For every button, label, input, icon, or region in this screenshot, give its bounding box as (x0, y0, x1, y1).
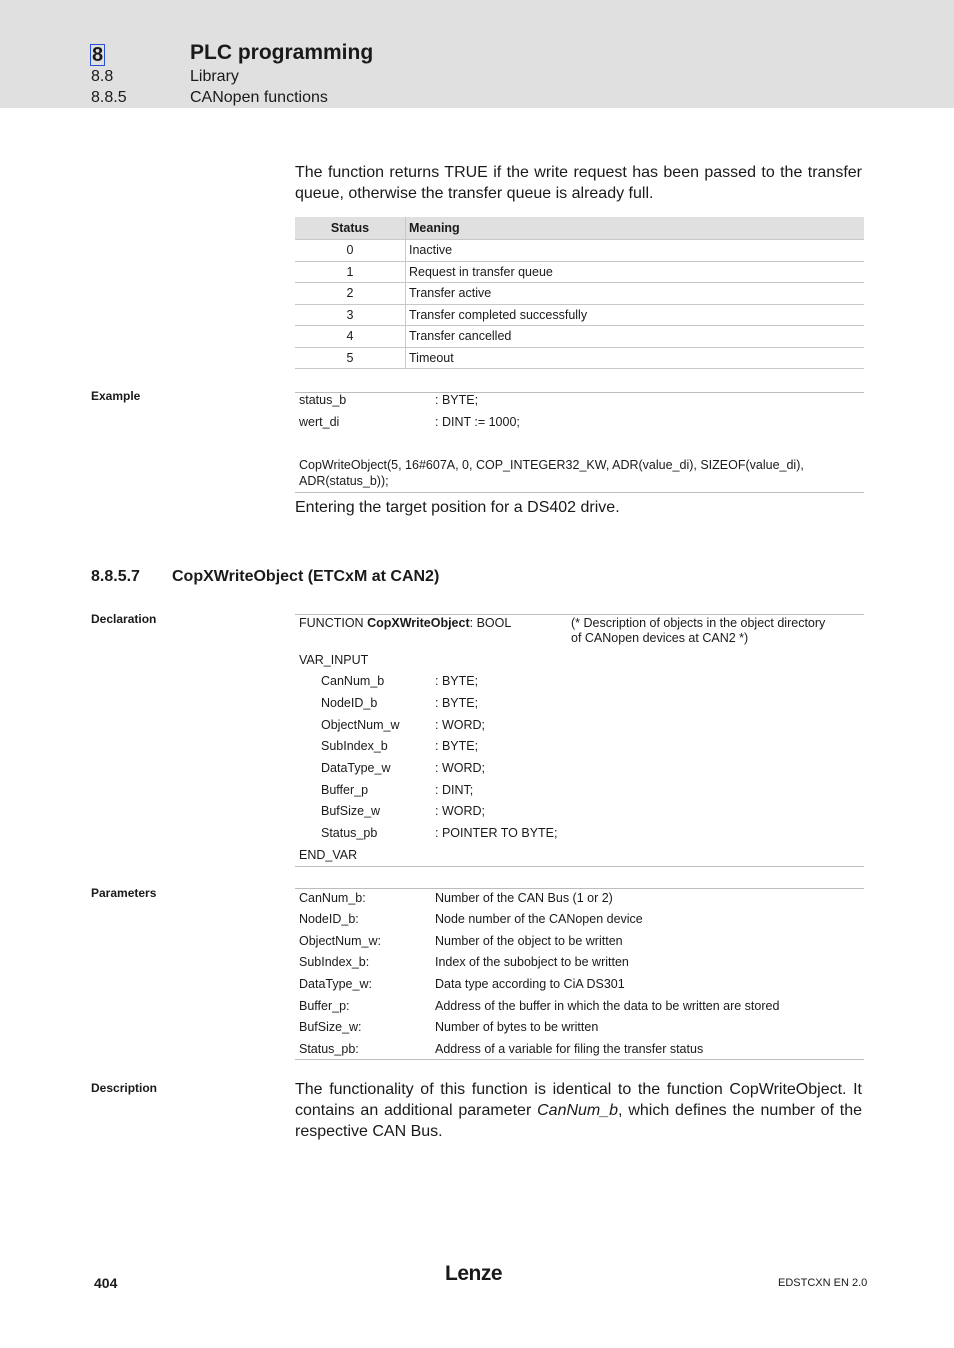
code-var-type: : DINT := 1000; (435, 415, 520, 429)
meaning-cell: Transfer completed successfully (406, 304, 865, 326)
status-table (295, 217, 864, 369)
code-call-line: CopWriteObject(5, 16#607A, 0, COP_INTEGER32_KW, ADR(value_di), SIZEOF(value_di), (299, 458, 804, 472)
table-header-row (295, 217, 864, 240)
input-var-name: ObjectNum_w (321, 718, 400, 732)
meaning-cell: Request in transfer queue (406, 261, 865, 283)
param-description: Node number of the CANopen device (435, 912, 643, 926)
input-var-type: : POINTER TO BYTE; (435, 826, 558, 840)
status-cell: 0 (295, 240, 406, 262)
function-signature (299, 616, 511, 630)
parameters-box (295, 888, 864, 1060)
input-var-type: : BYTE; (435, 739, 479, 753)
section-title: Library (190, 68, 239, 85)
table-row (295, 283, 864, 305)
example-caption: Entering the target position for a DS402 drive. (295, 499, 620, 516)
meaning-cell: Transfer cancelled (406, 326, 865, 348)
param-name: DataType_w: (299, 977, 372, 991)
description-text: , which defines the number of the respective CAN Bus. (295, 1102, 863, 1140)
code-var-type: : BYTE; (435, 393, 479, 407)
description-paragraph (295, 1079, 862, 1142)
section-heading-number: 8.8.5.7 (91, 568, 140, 585)
description-label: Description (91, 1081, 158, 1095)
document-id: EDSTCXN EN 2.0 (778, 1277, 868, 1289)
brand-logo: Lenze (445, 1262, 503, 1285)
input-var-type: : WORD; (435, 761, 485, 775)
column-header-meaning: Meaning (406, 217, 865, 240)
param-name: ObjectNum_w: (299, 934, 381, 948)
var-input-keyword: VAR_INPUT (299, 653, 369, 667)
section-heading-title: CopXWriteObject (ETCxM at CAN2) (172, 568, 440, 585)
table-row (295, 347, 864, 369)
param-description: Number of bytes to be written (435, 1020, 599, 1034)
input-var-type: : DINT; (435, 783, 474, 797)
subsection-title: CANopen functions (190, 89, 328, 106)
meaning-cell: Timeout (406, 347, 865, 369)
table-row (295, 261, 864, 283)
meaning-cell: Inactive (406, 240, 865, 262)
param-description: Number of the CAN Bus (1 or 2) (435, 891, 613, 905)
param-description: Address of a variable for filing the transfer status (435, 1042, 704, 1056)
meaning-cell: Transfer active (406, 283, 865, 305)
input-var-name: NodeID_b (321, 696, 378, 710)
param-name: SubIndex_b: (299, 955, 370, 969)
description-parameter-name: CanNum_b (537, 1102, 619, 1119)
declaration-code-box (295, 614, 864, 867)
intro-paragraph: The function returns TRUE if the write request has been passed to the transfer queue, otherwise the transfer queue is already full. (295, 164, 862, 202)
input-var-name: Status_pb (321, 826, 378, 840)
column-header-status: Status (295, 217, 406, 240)
param-name: Buffer_p: (299, 999, 350, 1013)
input-var-name: SubIndex_b (321, 739, 388, 753)
status-cell: 5 (295, 347, 406, 369)
function-keyword: FUNCTION (299, 616, 368, 630)
status-cell: 2 (295, 283, 406, 305)
param-name: NodeID_b: (299, 912, 359, 926)
function-return-type: : BOOL (469, 616, 512, 630)
status-cell: 1 (295, 261, 406, 283)
example-code-box (295, 392, 864, 493)
code-call-line: ADR(status_b)); (299, 474, 389, 488)
page-number: 404 (94, 1275, 118, 1291)
input-var-name: Buffer_p (321, 783, 369, 797)
input-var-name: BufSize_w (321, 804, 381, 818)
code-var-name: status_b (299, 393, 347, 407)
page-header (0, 0, 954, 108)
input-var-type: : BYTE; (435, 674, 479, 688)
section-number: 8.8 (91, 68, 114, 85)
status-cell: 3 (295, 304, 406, 326)
declaration-comment: of CANopen devices at CAN2 *) (571, 631, 749, 645)
description-text: The functionality of this function is identical to the function CopWriteObject. It contains an additional parameter (295, 1081, 862, 1119)
table-row (295, 304, 864, 326)
table-row (295, 240, 864, 262)
input-var-type: : BYTE; (435, 696, 479, 710)
input-var-type: : WORD; (435, 718, 485, 732)
param-name: Status_pb: (299, 1042, 359, 1056)
input-var-name: DataType_w (321, 761, 391, 775)
chapter-title: PLC programming (190, 41, 374, 64)
param-description: Address of the buffer in which the data to be written are stored (435, 999, 780, 1013)
code-var-name: wert_di (299, 415, 340, 429)
section-heading (91, 568, 440, 586)
subsection-number: 8.8.5 (91, 89, 127, 106)
input-var-type: : WORD; (435, 804, 485, 818)
function-name: CopXWriteObject (367, 616, 470, 630)
param-description: Index of the subobject to be written (435, 955, 629, 969)
chapter-number-link[interactable]: 8 (92, 44, 104, 66)
param-name: BufSize_w: (299, 1020, 362, 1034)
param-description: Number of the object to be written (435, 934, 623, 948)
end-var-keyword: END_VAR (299, 848, 358, 862)
example-label: Example (91, 389, 141, 403)
input-var-name: CanNum_b (321, 674, 385, 688)
declaration-comment: (* Description of objects in the object directory (571, 616, 826, 630)
table-row (295, 326, 864, 348)
param-name: CanNum_b: (299, 891, 366, 905)
parameters-label: Parameters (91, 886, 157, 900)
param-description: Data type according to CiA DS301 (435, 977, 625, 991)
declaration-label: Declaration (91, 612, 157, 626)
status-cell: 4 (295, 326, 406, 348)
